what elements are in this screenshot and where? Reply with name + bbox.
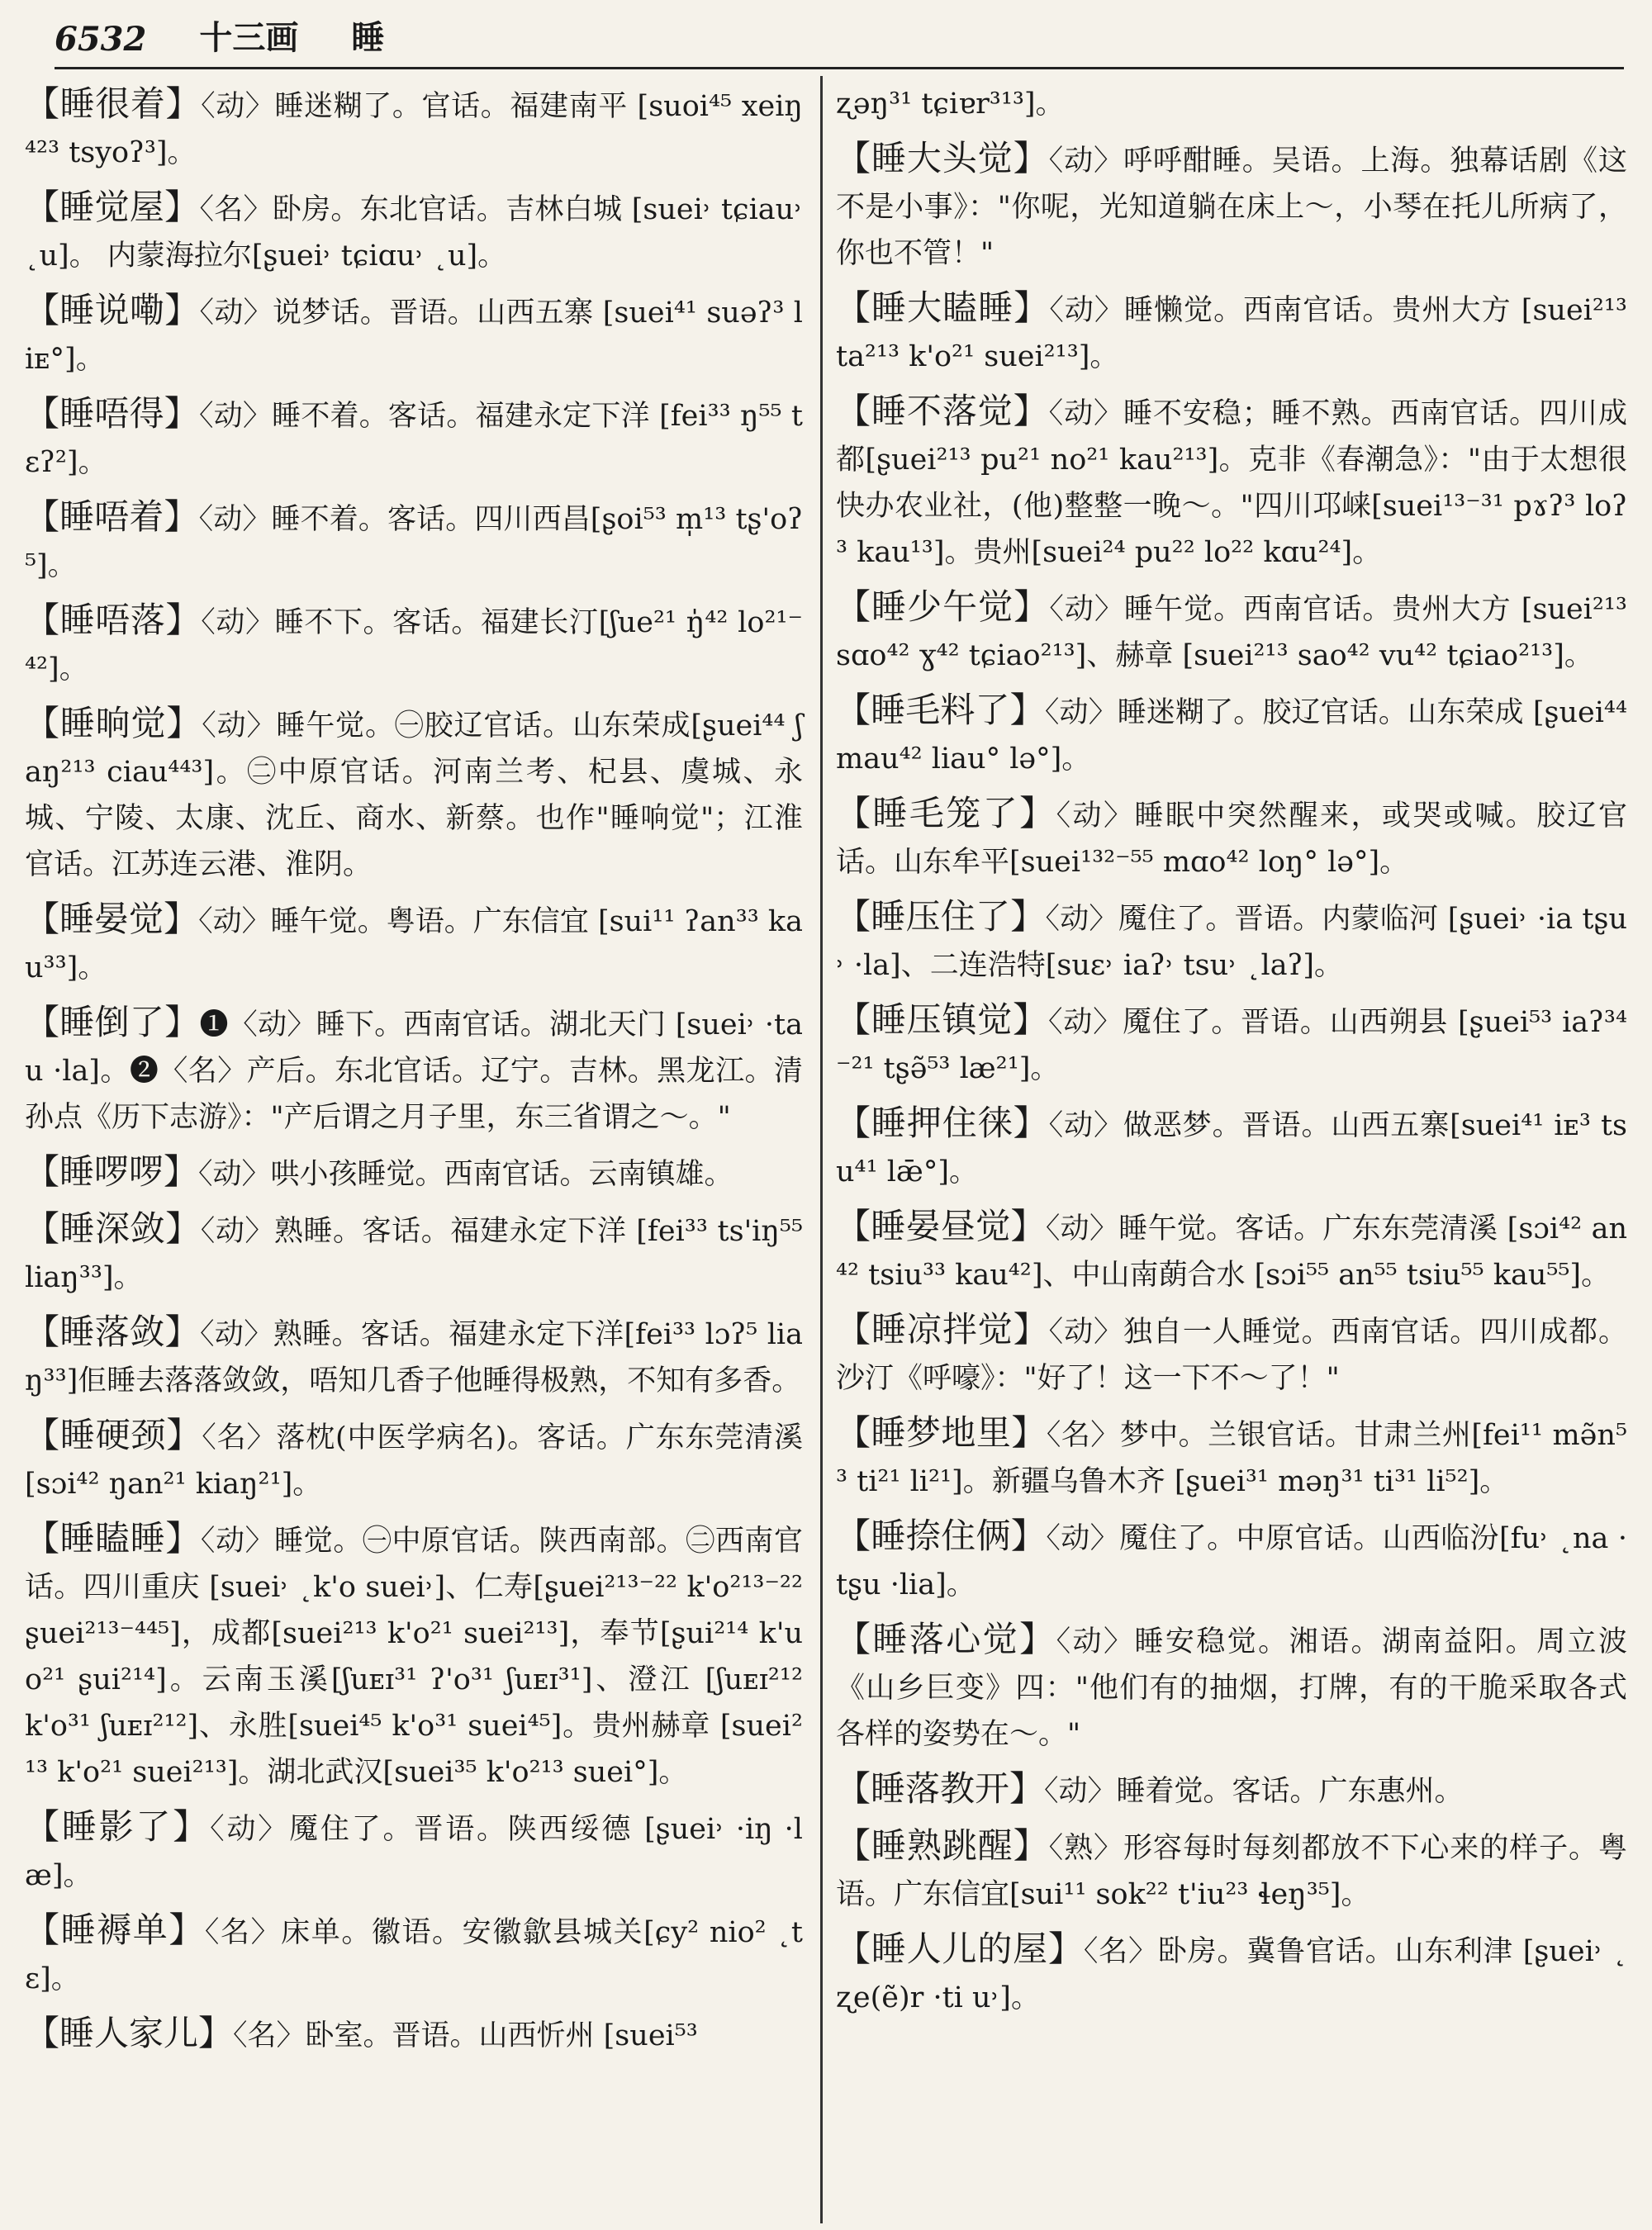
entry-headword: 【睡硬颈】 bbox=[25, 1415, 202, 1455]
entry-definition: 床单。徽语。安徽歙县城关[ɕy² nio² ˛tɛ]。 bbox=[25, 1916, 803, 1995]
entry-definition: 魇住了。晋语。山西朔县 [ʂuei⁵³ iaʔ³⁴⁻²¹ tʂə̃⁵³ læ²¹]。 bbox=[836, 1006, 1627, 1085]
entry-headword: 【睡不落觉】 bbox=[836, 391, 1049, 431]
part-of-speech: 〈名〉 bbox=[204, 1916, 282, 1949]
dictionary-entry bbox=[25, 1149, 803, 1198]
part-of-speech: 〈动〉 bbox=[1048, 145, 1123, 178]
entry-headword: 【睡晏觉】 bbox=[25, 899, 199, 939]
dictionary-entry bbox=[836, 687, 1627, 782]
part-of-speech: 〈动〉 bbox=[1045, 1212, 1119, 1245]
entry-definition: 卧房。冀鲁官话。山东利津 [ʂuei˒ ˛ʐe(ẽ)r ·ti u˒]。 bbox=[836, 1935, 1627, 2014]
part-of-speech: 〈动〉 bbox=[1046, 1522, 1119, 1555]
dictionary-entry bbox=[25, 999, 803, 1141]
entry-headword: 【睡落教开】 bbox=[836, 1768, 1045, 1809]
entry-definition: 独自一人睡觉。西南官话。四川成都。沙汀《呼嚎》："好了！这一下不～了！" bbox=[836, 1316, 1627, 1395]
entry-headword: 【睡很着】 bbox=[25, 83, 202, 124]
entry-headword: 【睡压住了】 bbox=[836, 896, 1046, 937]
part-of-speech: 〈动〉 bbox=[1048, 397, 1123, 430]
dictionary-entry bbox=[25, 184, 803, 279]
entry-headword: 【睡瞌睡】 bbox=[25, 1518, 201, 1559]
column-divider bbox=[820, 76, 823, 2223]
dictionary-entry bbox=[836, 997, 1627, 1092]
entry-headword: 【睡梦地里】 bbox=[836, 1412, 1047, 1453]
part-of-speech: 〈动〉 bbox=[198, 503, 272, 536]
dictionary-entry bbox=[25, 81, 803, 176]
entry-headword: 【睡人儿的屋】 bbox=[836, 1929, 1084, 1969]
dictionary-entry bbox=[836, 894, 1627, 989]
entry-headword: 【睡大头觉】 bbox=[836, 138, 1049, 178]
part-of-speech: 〈动〉 bbox=[1048, 1316, 1123, 1349]
entry-headword: 【睡晌觉】 bbox=[25, 703, 202, 743]
entry-definition: 说梦话。晋语。山西五寨 [suei⁴¹ suəʔ³ liᴇ°]。 bbox=[25, 297, 803, 376]
entry-headword: 【睡倒了】 bbox=[25, 1002, 200, 1042]
entry-headword: 【睡落敛】 bbox=[25, 1312, 200, 1352]
entry-headword: 【睡啰啰】 bbox=[25, 1151, 199, 1192]
part-of-speech: 〈名〉 bbox=[233, 2019, 306, 2052]
dictionary-entry bbox=[836, 135, 1627, 277]
part-of-speech: 〈动〉 bbox=[1056, 1625, 1135, 1658]
part-of-speech: 〈动〉 bbox=[201, 90, 275, 123]
head-character: 睡 bbox=[351, 18, 385, 57]
right-column bbox=[836, 81, 1627, 2029]
entry-definition: 睡迷糊了。官话。福建南平 [suoi⁴⁵ xeiŋ⁴²³ tsyoʔ³]。 bbox=[25, 90, 803, 169]
entry-definition: 睡午觉。客话。广东东莞清溪 [sɔi⁴² an⁴² tsiu³³ kau⁴²]、中山南蓢合水 [sɔi⁵⁵ an⁵⁵ tsiu⁵⁵ kau⁵⁵]。 bbox=[836, 1212, 1627, 1292]
part-of-speech: 〈动〉 bbox=[199, 297, 273, 330]
dictionary-entry bbox=[836, 1513, 1627, 1608]
part-of-speech: 〈动〉 bbox=[198, 1158, 271, 1191]
dictionary-entry bbox=[25, 1907, 803, 2002]
entry-definition: 睡不着。客话。福建永定下洋 [fei³³ ŋ⁵⁵ tɛʔ²]。 bbox=[25, 400, 803, 479]
part-of-speech: 〈动〉 bbox=[1049, 294, 1124, 327]
entry-definition: 魇住了。晋语。陕西绥德 [ʂuei˒ ·iŋ ·læ]。 bbox=[25, 1813, 803, 1892]
part-of-speech: 〈动〉 bbox=[1056, 799, 1135, 833]
entry-definition: 睡不下。客话。福建长汀[ʃue²¹ ŋ̍⁴² lo²¹⁻⁴²]。 bbox=[25, 606, 803, 686]
entry-headword: 【睡唔落】 bbox=[25, 600, 202, 640]
dictionary-entry bbox=[836, 81, 1627, 127]
entry-definition: 卧房。东北官话。吉林白城 [suei˒ tɕiau˒ ˛u]。 内蒙海拉尔[ʂuei˒ tɕiɑu˒ ˛u]。 bbox=[25, 193, 803, 273]
entry-definition: ʐəŋ³¹ tɕiɐr³¹³]。 bbox=[836, 88, 1065, 121]
dictionary-entry bbox=[25, 391, 803, 486]
entry-definition: 睡迷糊了。胶辽官话。山东荣成 [ʂuei⁴⁴ mau⁴² liau° lə°]。 bbox=[836, 696, 1627, 776]
entry-definition: 睡着觉。客话。广东惠州。 bbox=[1116, 1775, 1464, 1808]
part-of-speech: 〈动〉 bbox=[1044, 696, 1118, 729]
left-column bbox=[25, 81, 803, 2067]
entry-headword: 【睡唔着】 bbox=[25, 496, 199, 537]
dictionary-entry bbox=[25, 494, 803, 589]
entry-definition: 睡眠中突然醒来，或哭或喊。胶辽官话。山东牟平[suei¹³²⁻⁵⁵ mɑo⁴² loŋ° lə°]。 bbox=[836, 799, 1627, 879]
entry-definition: 睡午觉。㊀胶辽官话。山东荣成[ʂuei⁴⁴ ʃaŋ²¹³ ciau⁴⁴³]。㊁中原官话。河南兰考、杞县、虞城、永城、宁陵、太康、沈丘、商水、新蔡。也作"睡响觉"；江淮官话。江苏连云港、淮阴。 bbox=[25, 709, 803, 881]
part-of-speech: 〈名〉 bbox=[1083, 1935, 1158, 1968]
part-of-speech: 〈动〉 bbox=[198, 905, 271, 938]
dictionary-entry bbox=[25, 597, 803, 692]
dictionary-entry bbox=[25, 1412, 803, 1507]
entry-definition: 魇住了。晋语。内蒙临河 [ʂuei˒ ·ia tʂu˒ ·la]、二连浩特[suɛ˒ iaʔ˒ tsu˒ ˛laʔ]。 bbox=[836, 903, 1627, 982]
entry-definition: 梦中。兰银官话。甘肃兰州[fei¹¹ mə̃n⁵³ ti²¹ li²¹]。新疆乌鲁木齐 [ʂuei³¹ məŋ³¹ ti³¹ li⁵²]。 bbox=[836, 1419, 1627, 1498]
part-of-speech: 〈动〉 bbox=[199, 400, 273, 433]
part-of-speech: 〈动〉 bbox=[210, 1813, 290, 1846]
entry-definition: 睡下。西南官话。湖北天门 [suei˒ ·tau ·la]。❷〈名〉产后。东北官话。辽宁。吉林。黑龙江。清孙点《历下志游》："产后谓之月子里，东三省谓之～。" bbox=[25, 1008, 803, 1134]
part-of-speech: 〈动〉 bbox=[202, 709, 277, 743]
dictionary-entry bbox=[836, 1926, 1627, 2021]
dictionary-entry bbox=[836, 584, 1627, 679]
entry-headword: 【睡熟跳醒】 bbox=[836, 1825, 1049, 1866]
dictionary-entry bbox=[836, 285, 1627, 380]
dictionary-entry bbox=[836, 790, 1627, 885]
dictionary-entry bbox=[836, 1100, 1627, 1195]
part-of-speech: 〈熟〉 bbox=[1048, 1832, 1123, 1865]
part-of-speech: 〈动〉 bbox=[200, 1215, 274, 1248]
entry-headword: 【睡大瞌睡】 bbox=[836, 287, 1050, 328]
entry-headword: 【睡晏昼觉】 bbox=[836, 1206, 1046, 1246]
dictionary-entry bbox=[836, 388, 1627, 576]
entry-headword: 【睡毛料了】 bbox=[836, 690, 1045, 730]
dictionary-entry bbox=[25, 1309, 803, 1404]
part-of-speech: 〈名〉 bbox=[202, 1421, 277, 1454]
entry-headword: 【睡深敛】 bbox=[25, 1208, 201, 1249]
entry-headword: 【睡押住徕】 bbox=[836, 1103, 1049, 1143]
dictionary-entry bbox=[25, 700, 803, 888]
part-of-speech: 〈动〉 bbox=[1047, 1006, 1123, 1039]
entry-definition: 落枕(中医学病名)。客话。广东东莞清溪[sɔi⁴² ŋan²¹ kiaŋ²¹]。 bbox=[25, 1421, 803, 1501]
dictionary-entry bbox=[25, 2010, 803, 2059]
entry-definition: 睡安稳觉。湘语。湖南益阳。周立波《山乡巨变》四："他们有的抽烟，打牌，有的干脆采取各式各样的姿势在～。" bbox=[836, 1625, 1627, 1751]
entry-definition: 做恶梦。晋语。山西五寨[suei⁴¹ iᴇ³ tsu⁴¹ lǣ°]。 bbox=[836, 1109, 1627, 1189]
part-of-speech: 〈动〉 bbox=[1045, 903, 1118, 936]
entry-headword: 【睡觉屋】 bbox=[25, 187, 200, 227]
dictionary-entry bbox=[25, 896, 803, 991]
dictionary-entry bbox=[836, 1410, 1627, 1505]
dictionary-entry bbox=[25, 1206, 803, 1301]
part-of-speech: 〈动〉 bbox=[200, 1525, 275, 1558]
entry-headword: 【睡褥单】 bbox=[25, 1910, 205, 1950]
entry-definition: 睡午觉。粤语。广东信宜 [sui¹¹ ʔan³³ kau³³]。 bbox=[25, 905, 803, 985]
page-header bbox=[55, 17, 1624, 69]
entry-definition: 卧室。晋语。山西忻州 [suei⁵³ bbox=[305, 2019, 698, 2052]
part-of-speech: 〈名〉 bbox=[1046, 1419, 1120, 1452]
part-of-speech: 〈动〉 bbox=[200, 1318, 273, 1351]
entry-definition: 熟睡。客话。福建永定下洋 [fei³³ ts'iŋ⁵⁵ liaŋ³³]。 bbox=[25, 1215, 803, 1294]
part-of-speech: 〈动〉 bbox=[1044, 1775, 1117, 1808]
part-of-speech: 〈动〉 bbox=[201, 606, 275, 639]
entry-headword: 【睡人家儿】 bbox=[25, 2013, 234, 2053]
part-of-speech: 〈动〉 bbox=[1048, 1109, 1123, 1142]
dictionary-entry bbox=[25, 287, 803, 382]
entry-headword: 【睡捺住俩】 bbox=[836, 1516, 1047, 1556]
part-of-speech: ❶〈动〉 bbox=[199, 1008, 316, 1041]
entry-definition: 睡觉。㊀中原官话。陕西南部。㊁西南官话。四川重庆 [suei˒ ˛k'o suei˒]、仁寿[ʂuei²¹³⁻²² k'o²¹³⁻²² ʂuei²¹³⁻⁴⁴⁵]，成都[suei²¹³ k'o²¹ suei²¹³]，奉节[ʂui²¹⁴ k'uo²¹ ʂui²¹⁴]。云南玉溪[ʃuᴇɪ³¹ ʔ'o³¹ ʃuᴇɪ³¹]、澄江 [ʃuᴇɪ²¹² k'o³¹ ʃuᴇɪ²¹²]、永胜[suei⁴⁵ k'o³¹ suei⁴⁵]。贵州赫章 [suei²¹³ k'o²¹ suei²¹³]。湖北武汉[suei³⁵ k'o²¹³ suei°]。 bbox=[25, 1525, 803, 1789]
dictionary-entry bbox=[836, 1766, 1627, 1815]
entry-definition: 睡不着。客话。四川西昌[ʂoi⁵³ m̩¹³ tʂ'oʔ⁵]。 bbox=[25, 503, 803, 582]
entry-definition: 睡不安稳；睡不熟。西南官话。四川成都[ʂuei²¹³ pu²¹ no²¹ kau²¹³]。克非《春潮急》："由于太想很快办农业社，(他)整整一晚～。"四川邛崃[suei¹³⁻³¹ pɤʔ³ loʔ³ kau¹³]。贵州[suei²⁴ pu²² lo²² kɑu²⁴]。 bbox=[836, 397, 1627, 569]
entry-definition: 睡午觉。西南官话。贵州大方 [suei²¹³ sɑo⁴² ɣ⁴² tɕiao²¹³]、赫章 [suei²¹³ sao⁴² vu⁴² tɕiao²¹³]。 bbox=[836, 593, 1627, 672]
entry-definition: 魇住了。中原官话。山西临汾[fu˒ ˛na ·tʂu ·lia]。 bbox=[836, 1522, 1627, 1601]
dictionary-entry bbox=[836, 1203, 1627, 1298]
entry-definition: 呼呼酣睡。吴语。上海。独幕话剧《这不是小事》："你呢，光知道躺在床上～，小琴在托儿所病了，你也不管！" bbox=[836, 145, 1627, 270]
entry-headword: 【睡凉拌觉】 bbox=[836, 1309, 1049, 1350]
part-of-speech: 〈名〉 bbox=[199, 193, 273, 226]
entry-definition: 哄小孩睡觉。西南官话。云南镇雄。 bbox=[270, 1158, 733, 1191]
entry-definition: 睡懒觉。西南官话。贵州大方 [suei²¹³ ta²¹³ k'o²¹ suei²¹³]。 bbox=[836, 294, 1627, 373]
dictionary-entry bbox=[25, 1804, 803, 1899]
entry-headword: 【睡毛笼了】 bbox=[836, 793, 1056, 833]
dictionary-entry bbox=[836, 1823, 1627, 1918]
entry-headword: 【睡少午觉】 bbox=[836, 586, 1050, 627]
entry-headword: 【睡影了】 bbox=[25, 1806, 211, 1847]
entry-definition: 形容每时每刻都放不下心来的样子。粤语。广东信宜[sui¹¹ sok²² t'iu²³ ɬeŋ³⁵]。 bbox=[836, 1832, 1627, 1911]
page-number: 6532 bbox=[55, 20, 147, 59]
entry-definition: 熟睡。客话。福建永定下洋[fei³³ lɔʔ⁵ liaŋ³³]佢睡去落落敛敛，唔知几香子他睡得极熟，不知有多香。 bbox=[25, 1318, 803, 1397]
dictionary-entry bbox=[25, 1516, 803, 1796]
entry-headword: 【睡唔得】 bbox=[25, 393, 200, 434]
part-of-speech: 〈动〉 bbox=[1049, 593, 1124, 626]
dictionary-entry bbox=[836, 1307, 1627, 1402]
entry-headword: 【睡落心觉】 bbox=[836, 1619, 1056, 1659]
chapter-label: 十三画 bbox=[199, 18, 299, 57]
entry-headword: 【睡压镇觉】 bbox=[836, 999, 1048, 1040]
dictionary-entry bbox=[836, 1616, 1627, 1758]
entry-headword: 【睡说嘞】 bbox=[25, 290, 200, 330]
